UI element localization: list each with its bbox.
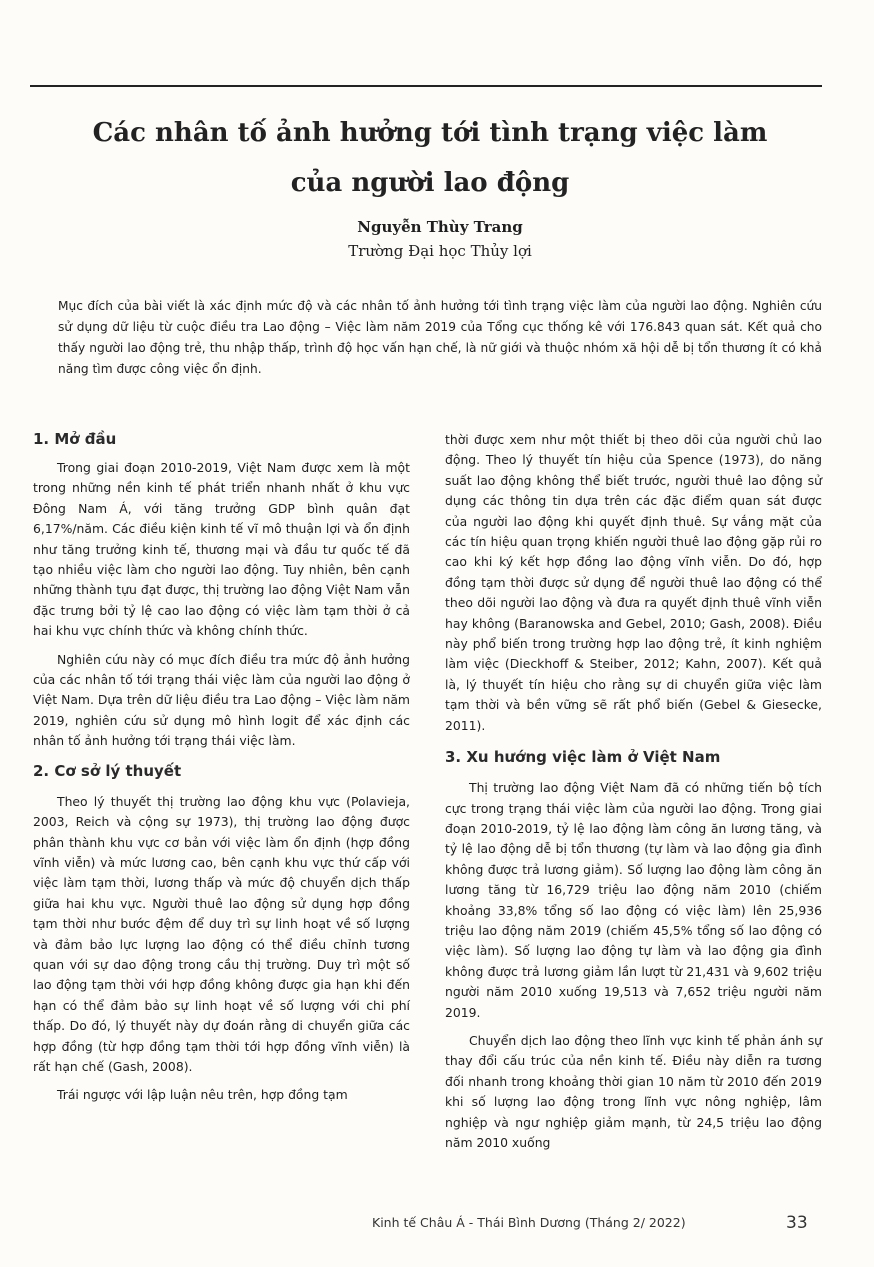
header-rule	[30, 85, 822, 87]
section-3-paragraph-1: Thị trường lao động Việt Nam đã có những tiến bộ tích cực trong trạng thái việc làm của người lao động. Trong giai đoạn 2010-2019, tỷ lệ lao động làm công ăn lương tăng, và tỷ lệ lao động dễ bị tổn thương (tự làm và lao động gia đình không được trả lương giảm). Số lượng lao động làm công ăn lương tăng từ 16,729 triệu lao động năm 2010 (chiếm khoảng 33,8% tổng số lao động có việc làm) lên 25,936 triệu lao động năm 2019 (chiếm 45,5% tổng số lao động có việc làm). Số lượng lao động tự làm và lao động gia đình không được trả lương giảm lần lượt từ 21,431 và 9,602 triệu người năm 2010 xuống 19,513 và 7,652 triệu người năm 2019.	[445, 780, 822, 1020]
author-affiliation: Trường Đại học Thủy lợi	[348, 242, 532, 260]
article-title	[40, 108, 820, 208]
title-line-1: Các nhân tố ảnh hưởng tới tình trạng việc làm	[92, 118, 768, 148]
section-2-paragraph-2: Trái ngược với lập luận nêu trên, hợp đồng tạm	[57, 1087, 348, 1103]
title-line-2: của người lao động	[290, 168, 570, 198]
abstract: Mục đích của bài viết là xác định mức độ và các nhân tố ảnh hưởng tới tình trạng việc làm của người lao động. Nghiên cứu sử dụng dữ liệu từ cuộc điều tra Lao động – Việc làm năm 2019 của Tổng cục thống kê với 176.843 quan sát. Kết quả cho thấy người lao động trẻ, thu nhập thấp, trình độ học vấn hạn chế, là nữ giới và thuộc nhóm xã hội dễ bị tổn thương ít có khả năng tìm được công việc ổn định.	[58, 299, 822, 376]
right-column	[445, 430, 822, 1161]
section-2-heading: 2. Cơ sở lý thuyết	[33, 761, 182, 780]
page-number: 33	[786, 1213, 808, 1233]
author-name: Nguyễn Thùy Trang	[357, 218, 523, 236]
section-3-paragraph-2: Chuyển dịch lao động theo lĩnh vực kinh tế phản ánh sự thay đổi cấu trúc của nền kinh tế. Điều này diễn ra tương đối nhanh trong khoảng thời gian 10 năm từ 2010 đến 2019 khi số lượng lao động trong lĩnh vực nông nghiệp, lâm nghiệp và ngư nghiệp giảm mạnh, từ 24,5 triệu lao động năm 2010 xuống	[445, 1032, 822, 1150]
section-1-paragraph-2: Nghiên cứu này có mục đích điều tra mức độ ảnh hưởng của các nhân tố tới trạng thái việc làm của người lao động ở Việt Nam. Dựa trên dữ liệu điều tra Lao động – Việc làm năm 2019, nghiên cứu sử dụng mô hình logit để xác định các nhân tố ảnh hưởng tới trạng thái việc làm.	[33, 651, 410, 749]
journal-footer: Kinh tế Châu Á - Thái Bình Dương (Tháng 2/ 2022)	[372, 1215, 686, 1230]
section-1-paragraph-1: Trong giai đoạn 2010-2019, Việt Nam được xem là một trong những nền kinh tế phát triển nhanh nhất ở khu vực Đông Nam Á, với tăng trưởng GDP bình quân đạt 6,17%/năm. Các điều kiện kinh tế vĩ mô thuận lợi và ổn định như tăng trưởng kinh tế, thương mại và đầu tư quốc tế đã tạo nhiều việc làm cho người lao động. Tuy nhiên, bên cạnh những thành tựu đạt được, thị trường lao động Việt Nam vẫn đặc trưng bởi tỷ lệ cao lao động có việc làm tạm thời ở cả hai khu vực chính thức và không chính thức.	[33, 460, 410, 639]
section-1-heading: 1. Mở đầu	[33, 430, 117, 448]
left-column	[33, 428, 410, 1114]
section-3-heading: 3. Xu hướng việc làm ở Việt Nam	[445, 748, 721, 767]
section-2-paragraph-1: Theo lý thuyết thị trường lao động khu vực (Polavieja, 2003, Reich và cộng sự 1973), thị trường lao động được phân thành khu vực cơ bản với việc làm ổn định (hợp đồng vĩnh viễn) và mức lương cao, bên cạnh khu vực thứ cấp với việc làm tạm thời, lương thấp và mức độ chuyển dịch thấp giữa hai khu vực. Người thuê lao động sử dụng hợp đồng tạm thời như bước đệm để duy trì sự linh hoạt về số lượng và đảm bảo lực lượng lao động có thể điều chỉnh tương quan với sự dao động trong cầu thị trường. Duy trì một số lao động tạm thời với hợp đồng không được gia hạn khi đến hạn có thể đảm bảo sự linh hoạt về số lượng với chi phí thấp. Do đó, lý thuyết này dự đoán rằng di chuyển giữa các hợp đồng (từ hợp đồng tạm thời tới hợp đồng vĩnh viễn) là rất hạn chế (Gash, 2008).	[33, 793, 410, 1074]
section-2-paragraph-2-continued: thời được xem như một thiết bị theo dõi của người chủ lao động. Theo lý thuyết tín hiệu của Spence (1973), do năng suất lao động không thể biết trước, người thuê lao động sử dụng các thông tin dựa trên các đặc điểm quan sát được của người lao động khi quyết định thuê. Sự vắng mặt của các tín hiệu quan trọng khiến người thuê lao động gặp rủi ro cao khi ký kết hợp đồng lao động vĩnh viễn. Do đó, hợp đồng tạm thời được sử dụng để người thuê lao động có thể theo dõi người lao động và đưa ra quyết định thuê vĩnh viễn hay không (Baranowska and Gebel, 2010; Gash, 2008). Điều này phổ biến trong trường hợp lao động trẻ, ít kinh nghiệm làm việc (Dieckhoff & Steiber, 2012; Kahn, 2007). Kết quả là, lý thuyết tín hiệu cho rằng sự di chuyển giữa việc làm tạm thời và bền vững sẽ rất phổ biến (Gebel & Giesecke, 2011).	[445, 432, 822, 733]
